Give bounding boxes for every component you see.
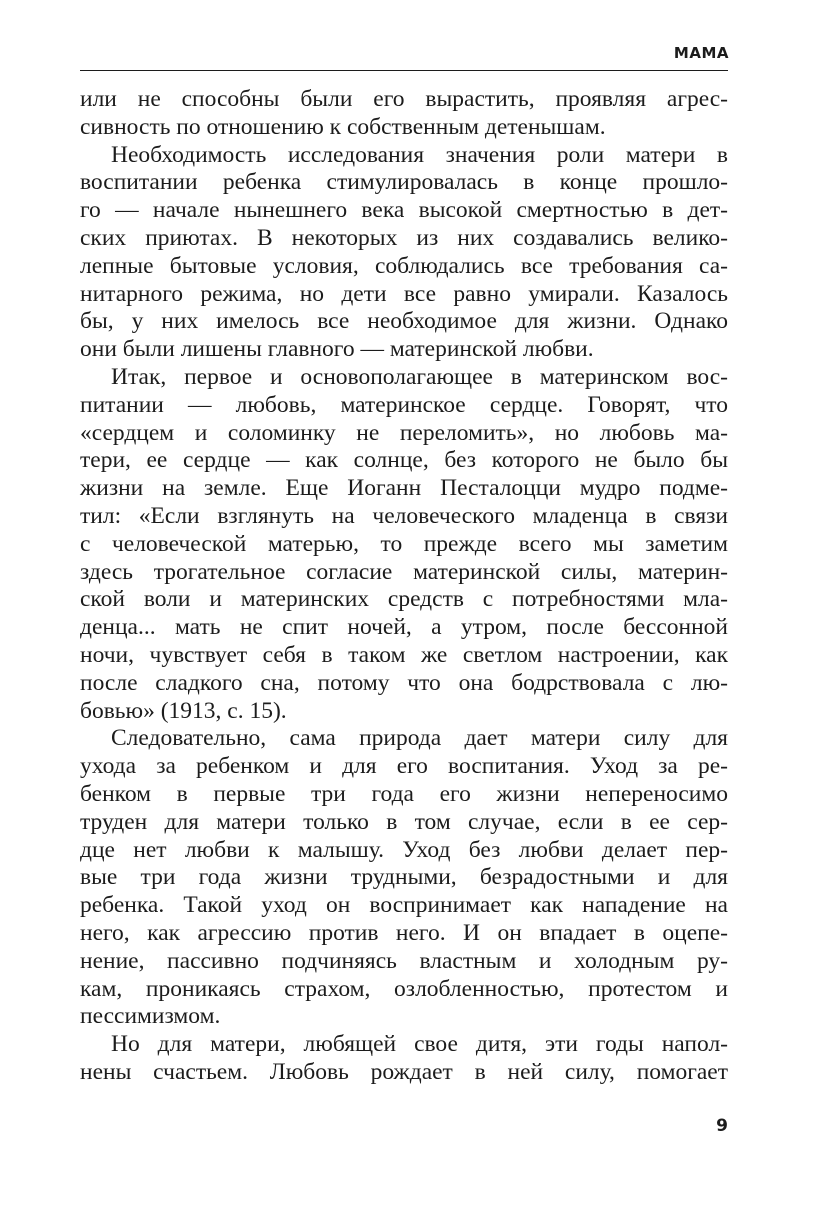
text-line: нитарного режима, но дети все равно умирали. Казалось: [80, 280, 728, 307]
text-line: лепные бытовые условия, соблюдались все требования са-: [80, 252, 728, 279]
page-number: 9: [716, 1116, 728, 1136]
text-line: жизни на земле. Еще Иоганн Песталоцци мудро подме-: [80, 475, 728, 502]
text-line: кам, проникаясь страхом, озлобленностью, протестом и: [80, 975, 728, 1002]
text-line: Но для матери, любящей свое дитя, эти годы напол-: [111, 1031, 728, 1058]
text-line: труден для матери только в том случае, если в ее сер-: [80, 808, 728, 835]
text-line: бовью» (1913, с. 15).: [80, 697, 287, 724]
text-line: «сердцем и соломинку не переломить», но любовь ма-: [80, 419, 728, 446]
text-line: ской воли и материнских средств с потребностями мла-: [80, 586, 728, 613]
text-line: тери, ее сердце — как солнце, без которого не было бы: [80, 447, 728, 474]
text-line: нены счастьем. Любовь рождает в ней силу, помогает: [80, 1058, 728, 1085]
text-line: после сладкого сна, потому что она бодрствовала с лю-: [80, 669, 728, 696]
text-line: они были лишены главного — материнской любви.: [80, 336, 594, 363]
text-line: пессимизмом.: [80, 1003, 221, 1030]
text-line: ребенка. Такой уход он воспринимает как нападение на: [80, 892, 728, 919]
running-head-title: МАМА: [673, 44, 729, 62]
text-line: с человеческой матерью, то прежде всего мы заметим: [80, 530, 728, 557]
text-line: или не способны были его вырастить, проявляя агрес-: [80, 86, 728, 112]
text-line: Следовательно, сама природа дает матери силу для: [111, 725, 728, 752]
text-line: воспитании ребенка стимулировалась в конце прошло-: [80, 169, 728, 196]
paragraph: [80, 364, 728, 725]
text-line: Итак, первое и основополагающее в материнском вос-: [111, 363, 728, 390]
text-line: ночи, чувствует себя в таком же светлом настроении, как: [80, 641, 728, 668]
paragraph: [80, 1031, 728, 1087]
page-text: [80, 86, 728, 1087]
text-line: дце нет любви к малышу. Уход без любви делает пер-: [80, 836, 728, 863]
paragraph: [80, 142, 728, 364]
text-line: го — начале нынешнего века высокой смертностью в дет-: [80, 197, 728, 224]
text-line: сивность по отношению к собственным детенышам.: [80, 113, 606, 140]
text-line: нение, пассивно подчиняясь властным и холодным ру-: [80, 947, 728, 974]
text-line: вые три года жизни трудными, безрадостными и для: [80, 864, 728, 891]
paragraph: [80, 725, 728, 1031]
text-line: питании — любовь, материнское сердце. Говорят, что: [80, 391, 728, 418]
text-line: бы, у них имелось все необходимое для жизни. Однако: [80, 308, 728, 335]
text-line: денца... мать не спит ночей, а утром, после бессонной: [80, 614, 728, 641]
paragraph: [80, 86, 728, 142]
text-line: ских приютах. В некоторых из них создавались велико-: [80, 224, 728, 251]
text-line: здесь трогательное согласие материнской силы, материн-: [80, 558, 728, 585]
text-line: бенком в первые три года его жизни непереносимо: [80, 780, 728, 807]
header-rule: [80, 70, 728, 71]
text-line: тил: «Если взглянуть на человеческого младенца в связи: [80, 502, 728, 529]
text-line: ухода за ребенком и для его воспитания. Уход за ре-: [80, 753, 728, 780]
text-line: Необходимость исследования значения роли матери в: [111, 141, 728, 168]
text-line: него, как агрессию против него. И он впадает в оцепе-: [80, 919, 728, 946]
